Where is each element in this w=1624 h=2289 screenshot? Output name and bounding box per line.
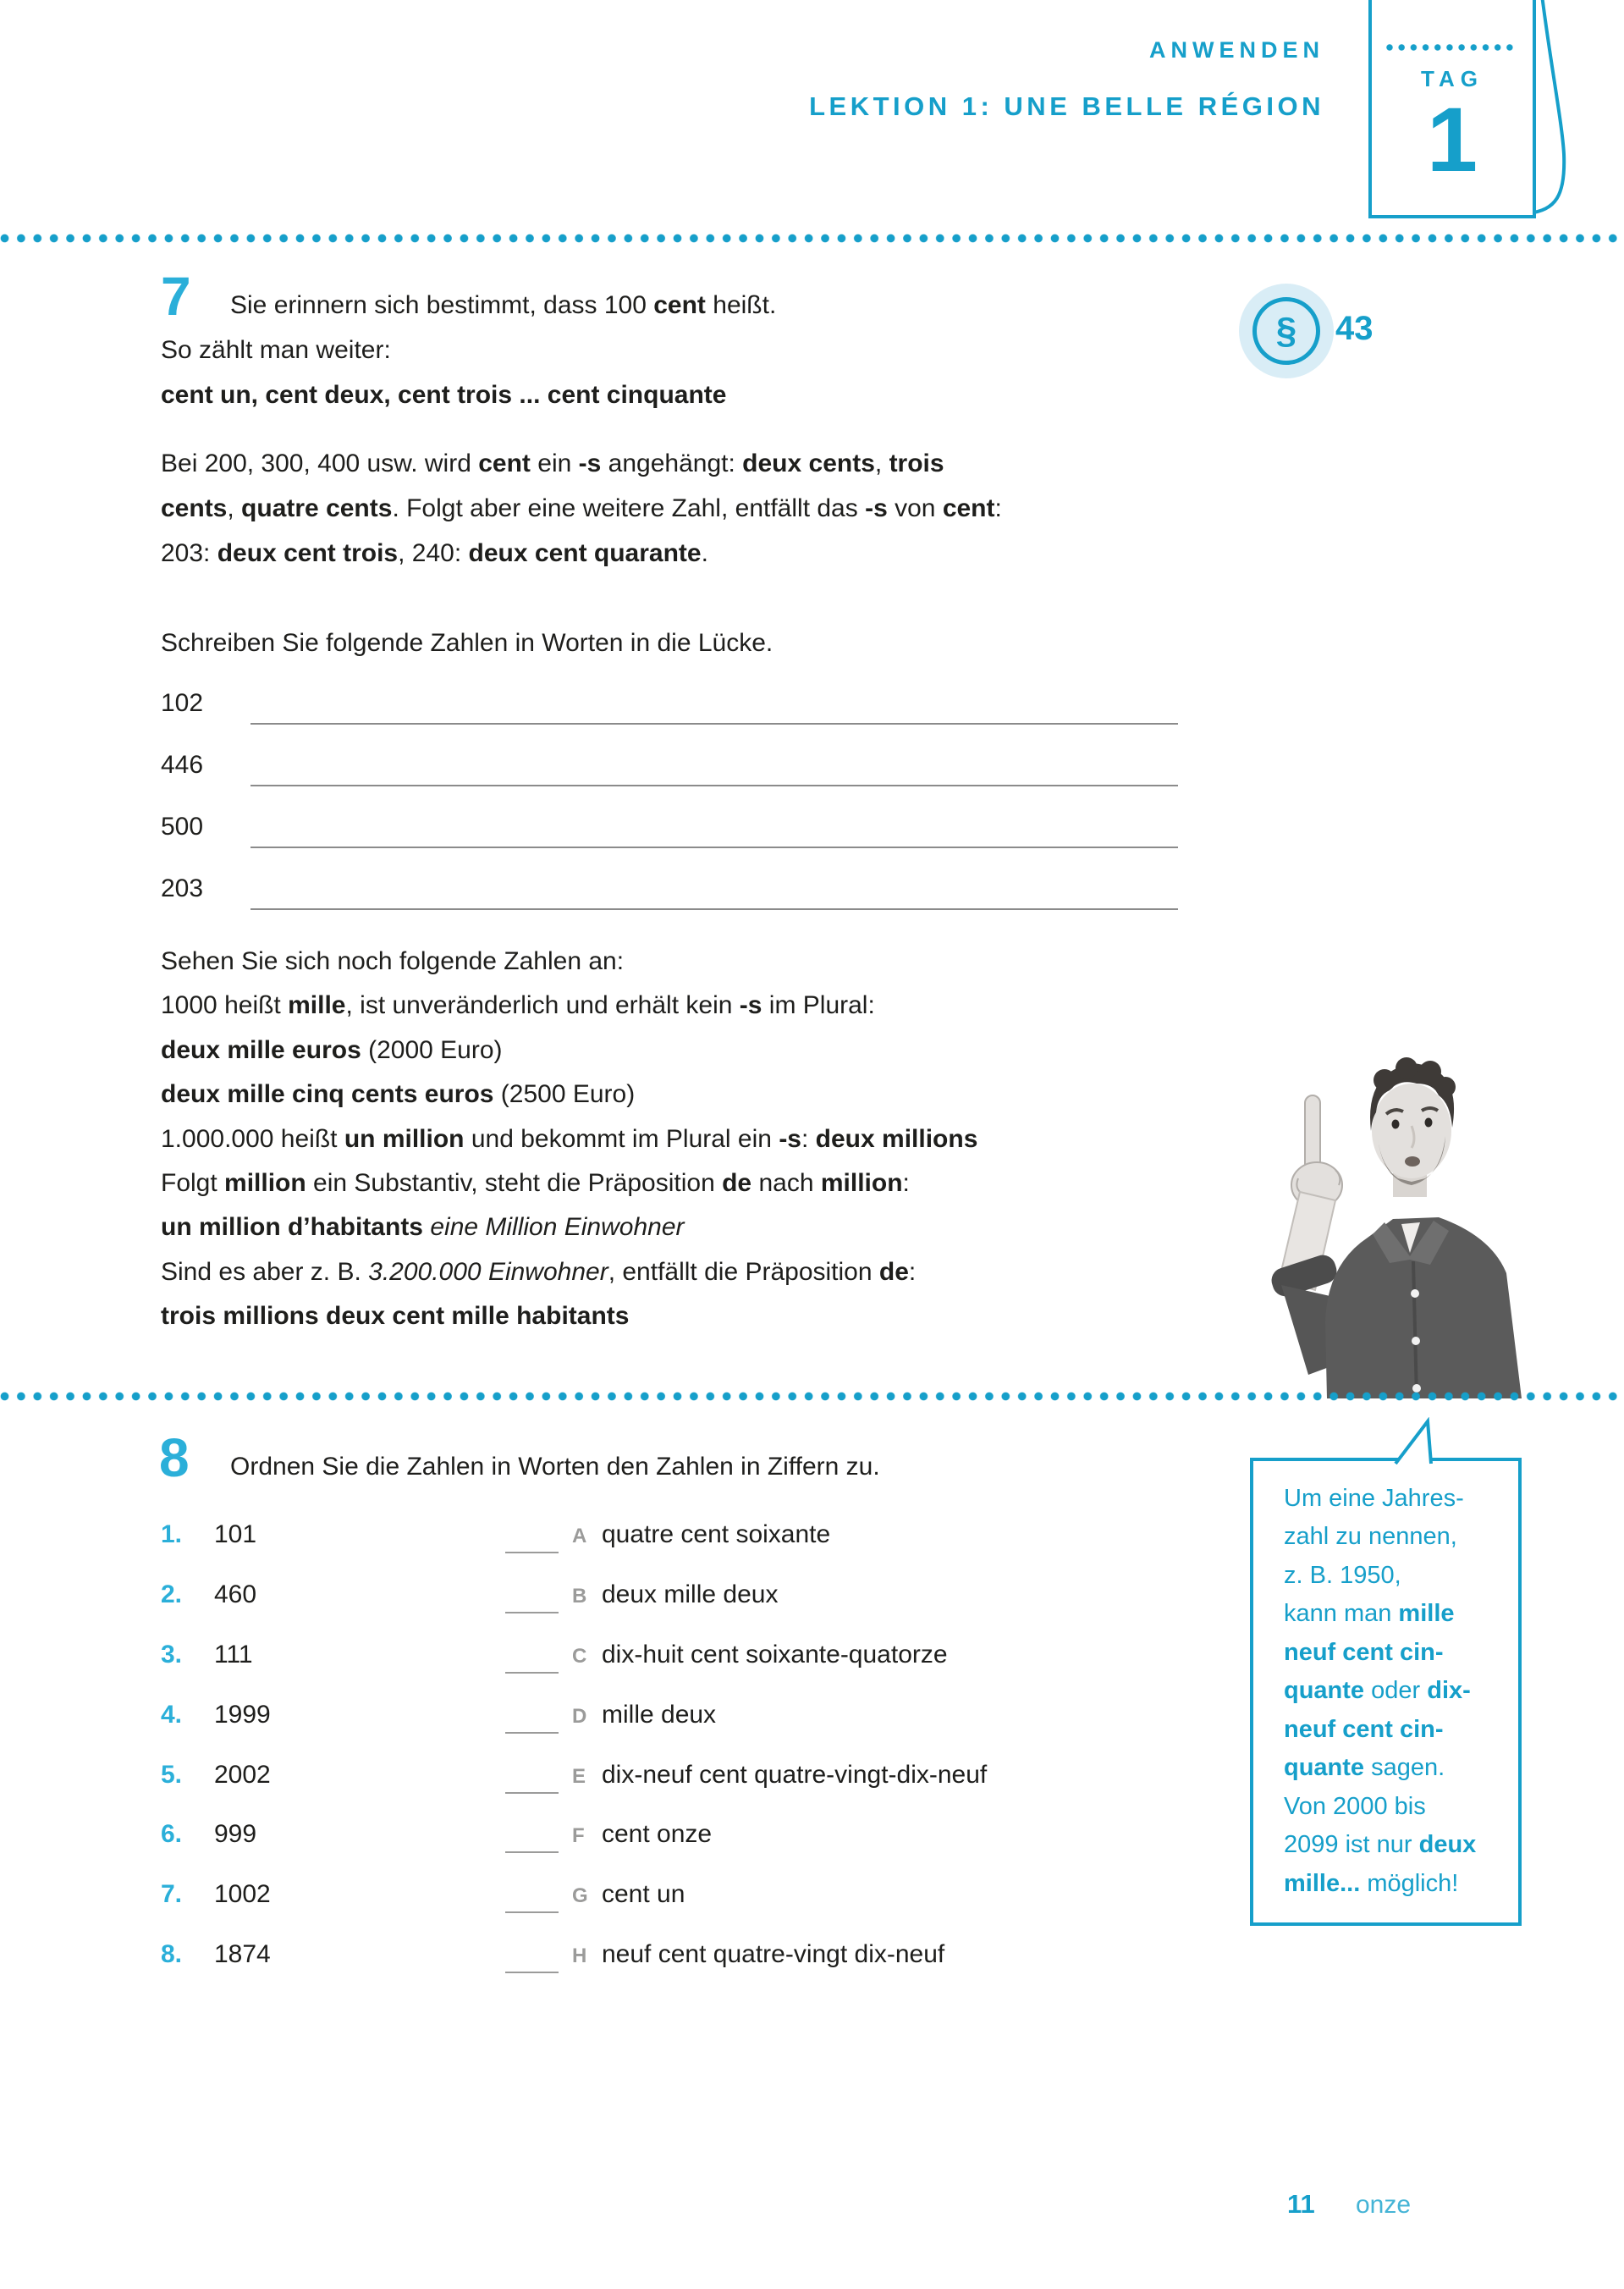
match-row-5-value: 2002 [214,1761,271,1789]
paragraph-reference-number: 43 [1335,310,1374,347]
blank-row-label: 500 [161,813,204,841]
info-line-5: 1.000.000 heißt un million und bekommt im Plural ein -s: deux millions [161,1125,978,1153]
blank-row-label: 203 [161,874,204,902]
dotted-divider-middle [0,1392,1624,1401]
paragraph-symbol: § [1275,310,1297,351]
man-pointing-up-photo [1227,1043,1544,1398]
exercise-7-rule-line-2: cents, quatre cents. Folgt aber eine weitere Zahl, entfällt das -s von cent: [161,494,1002,522]
calendar-tag-label: TAG [1421,66,1484,91]
info-line-4: deux mille cinq cents euros (2500 Euro) [161,1080,636,1108]
exercise-7-prompt: Schreiben Sie folgende Zahlen in Worten in die Lücke. [161,629,773,657]
bubble-line-4: kann man mille [1284,1600,1455,1627]
match-row-5-letter: E [572,1765,586,1788]
bubble-line-8: quante sagen. [1284,1754,1445,1781]
bubble-line-10: 2099 ist nur deux [1284,1831,1477,1858]
bubble-line-3: z. B. 1950, [1284,1562,1401,1589]
match-row-7-number: 7. [161,1880,183,1908]
tip-speech-bubble [1250,1458,1522,1926]
answer-blank-102[interactable] [250,723,1178,725]
match-row-6-value: 999 [214,1820,257,1848]
match-row-4-answer-blank[interactable] [505,1732,559,1734]
match-row-4-value: 1999 [214,1701,271,1729]
info-line-6: Folgt million ein Substantiv, steht die Präposition de nach million: [161,1169,910,1197]
match-row-7-answer-blank[interactable] [505,1911,559,1913]
match-row-7-value: 1002 [214,1880,271,1908]
section-kicker: ANWENDEN [1149,37,1324,63]
bubble-line-6: quante oder dix- [1284,1677,1471,1704]
match-row-5-phrase: dix-neuf cent quatre-vingt-dix-neuf [602,1761,988,1789]
blank-row-label: 446 [161,751,204,779]
paragraph-icon [1252,297,1320,365]
page-title: LEKTION 1: UNE BELLE RÉGION [809,91,1324,121]
exercise-7-rule-line-3: 203: deux cent trois, 240: deux cent quarante. [161,539,708,567]
match-row-8-number: 8. [161,1940,183,1968]
match-row-8-answer-blank[interactable] [505,1972,559,1973]
match-row-2-answer-blank[interactable] [505,1612,559,1613]
info-line-9: trois millions deux cent mille habitants [161,1302,630,1330]
answer-blank-500[interactable] [250,847,1178,848]
info-line-1: Sehen Sie sich noch folgende Zahlen an: [161,947,625,975]
match-row-1-phrase: quatre cent soixante [602,1520,831,1548]
match-row-2-value: 460 [214,1580,257,1608]
exercise-7-rule-line-1: Bei 200, 300, 400 usw. wird cent ein -s angehängt: deux cents, trois [161,450,944,477]
match-row-4-phrase: mille deux [602,1701,717,1729]
bubble-line-2: zahl zu nennen, [1284,1523,1457,1550]
match-row-1-letter: A [572,1525,587,1547]
match-row-6-letter: F [572,1824,585,1847]
exercise-7-intro-line-2: So zählt man weiter: [161,336,391,364]
exercise-7-intro-line-1: Sie erinnern sich bestimmt, dass 100 cent heißt. [230,291,777,319]
exercise-8-title: Ordnen Sie die Zahlen in Worten den Zahlen in Ziffern zu. [230,1453,880,1481]
info-line-7: un million d’habitants eine Million Einwohner [161,1213,685,1241]
blank-row-label: 102 [161,689,204,717]
match-row-1-answer-blank[interactable] [505,1552,559,1553]
match-row-3-value: 111 [214,1641,253,1668]
match-row-8-letter: H [572,1944,587,1967]
answer-blank-203[interactable] [250,908,1178,910]
bubble-line-1: Um eine Jahres- [1284,1485,1464,1512]
bubble-line-5: neuf cent cin- [1284,1639,1444,1666]
match-row-3-number: 3. [161,1641,183,1668]
exercise-8-number: 8 [159,1427,190,1488]
day-calendar-badge [1368,0,1536,218]
bubble-line-11: mille... möglich! [1284,1870,1459,1897]
match-row-1-number: 1. [161,1520,183,1548]
match-row-2-phrase: deux mille deux [602,1580,779,1608]
info-line-2: 1000 heißt mille, ist unveränderlich und erhält kein -s im Plural: [161,991,875,1019]
match-row-7-letter: G [572,1884,588,1907]
match-row-6-answer-blank[interactable] [505,1851,559,1853]
match-row-8-phrase: neuf cent quatre-vingt dix-neuf [602,1940,945,1968]
info-line-3: deux mille euros (2000 Euro) [161,1036,503,1064]
exercise-7-intro-line-3: cent un, cent deux, cent trois ... cent cinquante [161,381,727,409]
match-row-2-letter: B [572,1585,587,1608]
match-row-3-answer-blank[interactable] [505,1672,559,1674]
match-row-6-number: 6. [161,1820,183,1848]
exercise-7-number: 7 [161,266,191,327]
match-row-4-letter: D [572,1705,587,1728]
match-row-1-value: 101 [214,1520,257,1548]
match-row-5-number: 5. [161,1761,183,1789]
bubble-line-9: Von 2000 bis [1284,1793,1426,1820]
page-number: 11 [1287,2189,1315,2219]
match-row-5-answer-blank[interactable] [505,1792,559,1794]
dotted-divider-top [0,234,1624,243]
match-row-7-phrase: cent un [602,1880,685,1908]
speech-bubble-tail [1393,1417,1442,1464]
paragraph-reference-badge [1239,284,1334,378]
answer-blank-446[interactable] [250,785,1178,786]
bubble-line-7: neuf cent cin- [1284,1716,1444,1743]
info-line-8: Sind es aber z. B. 3.200.000 Einwohner, entfällt die Präposition de: [161,1258,917,1286]
match-row-2-number: 2. [161,1580,183,1608]
page-number-word: onze [1356,2191,1412,2219]
match-row-3-letter: C [572,1645,587,1668]
match-row-8-value: 1874 [214,1940,271,1968]
calendar-day-number: 1 [1426,88,1478,190]
match-row-3-phrase: dix-huit cent soixante-quatorze [602,1641,948,1668]
match-row-6-phrase: cent onze [602,1820,713,1848]
calendar-dots-icon [1386,44,1518,51]
match-row-4-number: 4. [161,1701,183,1729]
